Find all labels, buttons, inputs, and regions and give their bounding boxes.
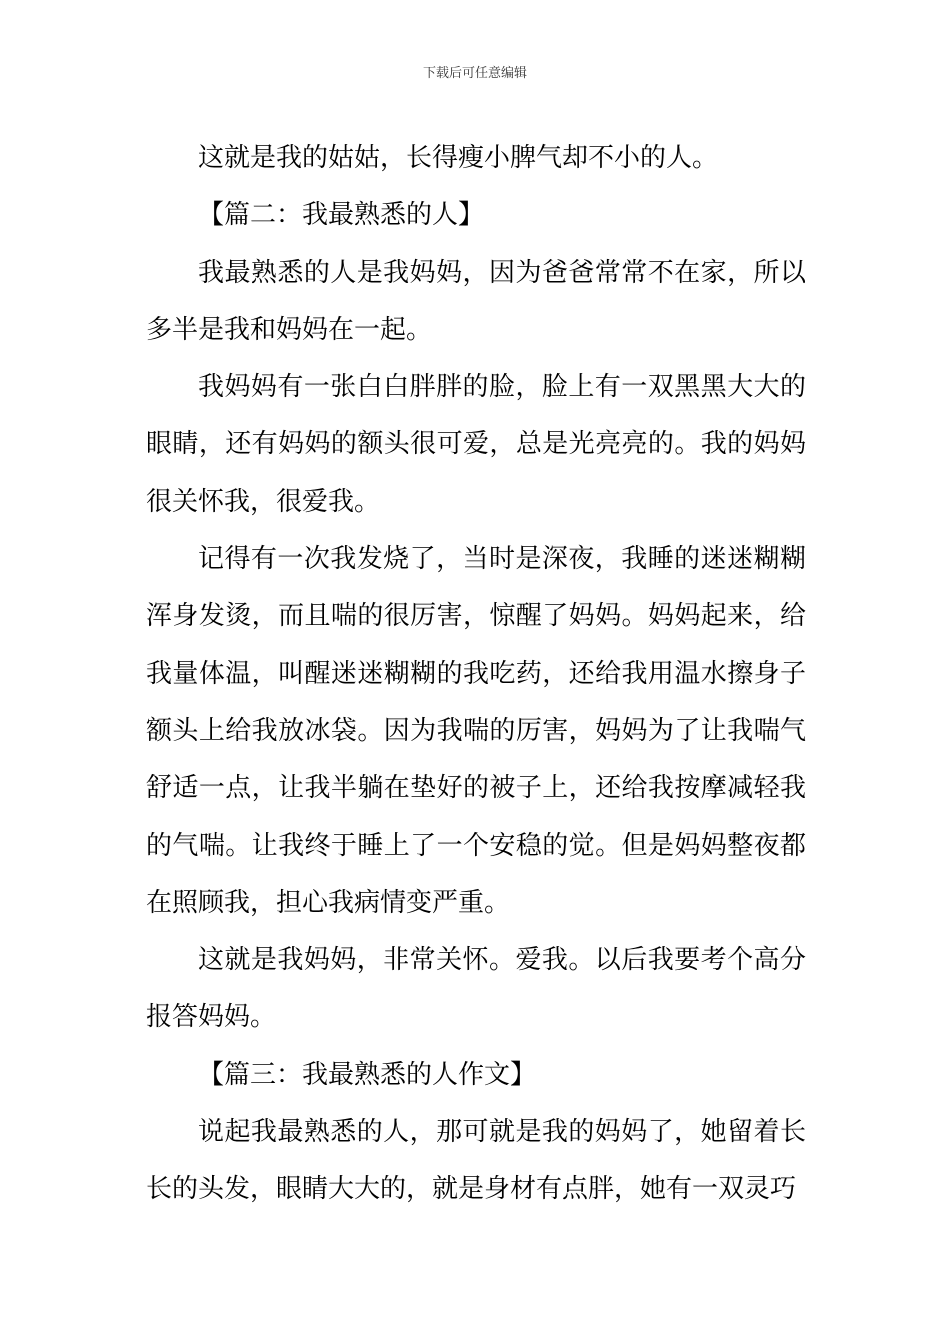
page-header: 下载后可任意编辑 [422, 66, 527, 81]
paragraph: 我妈妈有一张白白胖胖的脸，脸上有一双黑黑大大的眼睛，还有妈妈的额头很可爱，总是光亮亮的。我的妈妈很关怀我，很爱我。 [146, 372, 806, 517]
section-heading: 【篇三：我最熟悉的人作文】 [198, 1059, 537, 1090]
paragraph: 我最熟悉的人是我妈妈，因为爸爸常常不在家，所以多半是我和妈妈在一起。 [146, 257, 806, 345]
paragraph: 记得有一次我发烧了，当时是深夜，我睡的迷迷糊糊浑身发烫，而且喘的很厉害，惊醒了妈妈。妈妈起来，给我量体温，叫醒迷迷糊糊的我吃药，还给我用温水擦身子额头上给我放冰袋。因为我喘的厉害，妈妈为了让我喘气舒适一点，让我半躺在垫好的被子上，还给我按摩减轻我的气喘。让我终于睡上了一个安稳的觉。但是妈妈整夜都在照顾我，担心我病情变严重。 [146, 544, 806, 918]
paragraph: 这就是我妈妈，非常关怀。爱我。以后我要考个高分报答妈妈。 [146, 945, 806, 1033]
paragraph: 这就是我的姑姑，长得瘦小脾气却不小的人。 [198, 143, 719, 173]
document-body [146, 130, 806, 1219]
paragraph: 说起我最熟悉的人，那可就是我的妈妈了，她留着长长的头发，眼睛大大的，就是身材有点胖，她有一双灵巧 [146, 1117, 806, 1205]
section-heading: 【篇二：我最熟悉的人】 [198, 200, 485, 231]
